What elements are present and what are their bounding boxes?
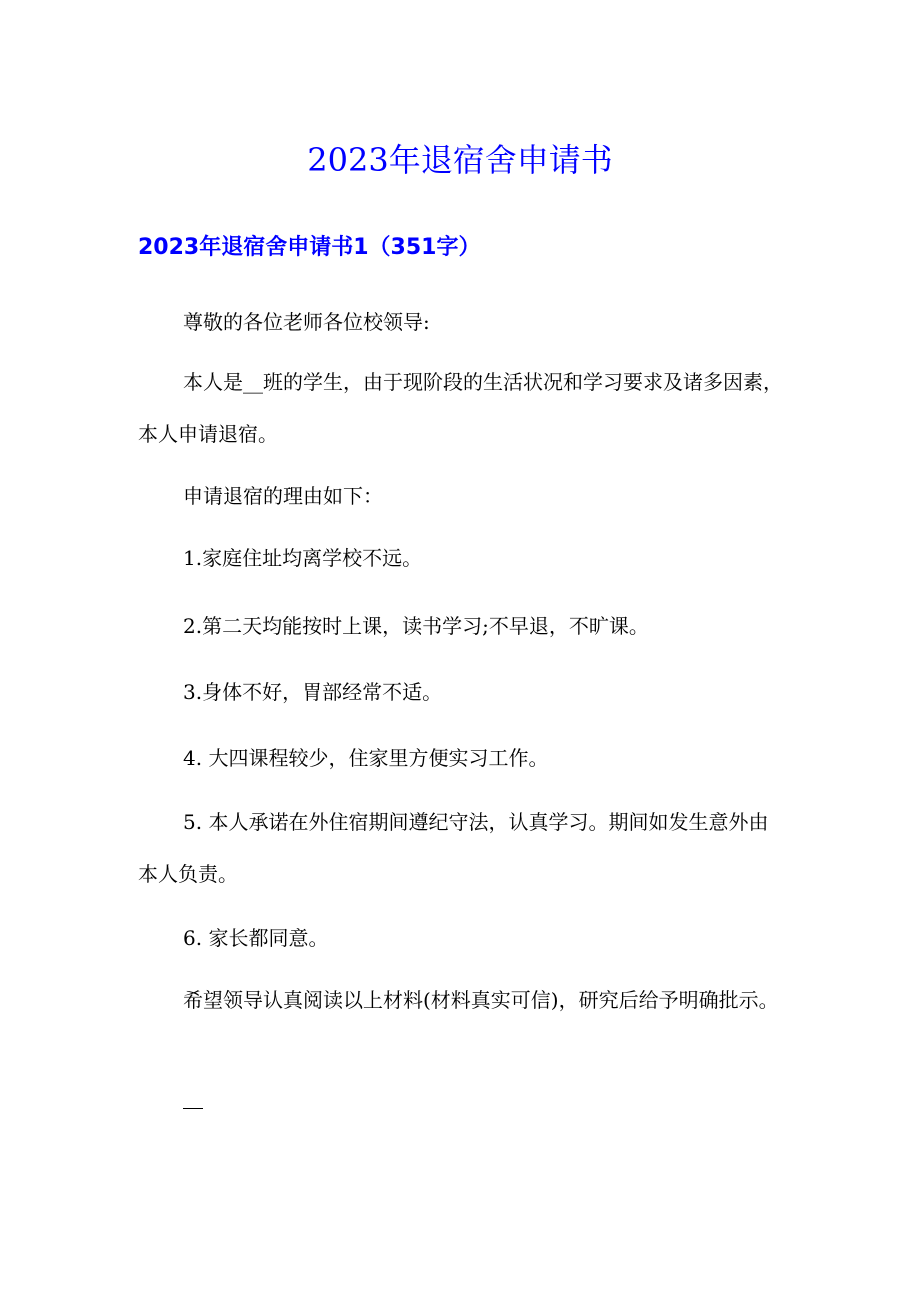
closing-paragraph: 希望领导认真阅读以上材料(材料真实可信)，研究后给予明确批示。 <box>183 988 779 1012</box>
document-title: 2023年退宿舍申请书 <box>307 141 613 179</box>
salutation-paragraph: 尊敬的各位老师各位校领导: <box>183 310 430 334</box>
reason-item-5: 5. 本人承诺在外住宿期间遵纪守法，认真学习。期间如发生意外由本人负责。 <box>138 810 769 886</box>
signature-blank-line <box>183 1108 203 1109</box>
reasons-heading-paragraph: 申请退宿的理由如下： <box>183 484 383 508</box>
intro-paragraph: 本人是__班的学生，由于现阶段的生活状况和学习要求及诸多因素，本人申请退宿。 <box>138 370 783 446</box>
reason-item-3: 3.身体不好，胃部经常不适。 <box>183 680 443 704</box>
reason-item-4: 4. 大四课程较少，住家里方便实习工作。 <box>183 746 549 770</box>
reason-item-2: 2.第二天均能按时上课，读书学习;不早退，不旷课。 <box>183 614 649 638</box>
section-heading: 2023年退宿舍申请书1（351字） <box>138 235 481 260</box>
reason-item-1: 1.家庭住址均离学校不远。 <box>183 546 423 570</box>
reason-item-6: 6. 家长都同意。 <box>183 926 329 950</box>
